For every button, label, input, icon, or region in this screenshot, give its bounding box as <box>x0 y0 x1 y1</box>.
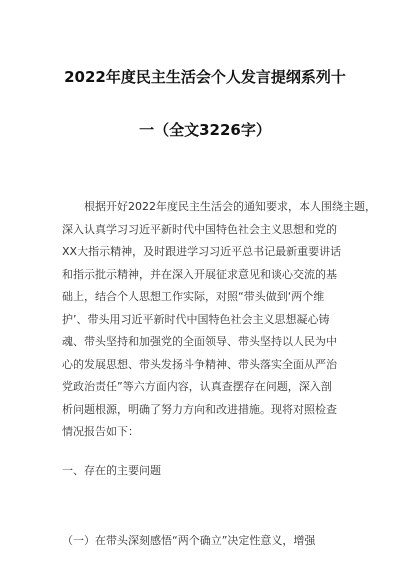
section-heading: 一、存在的主要问题 <box>62 464 161 477</box>
intro-line: 魂、带头坚持和加强党的全面领导、带头坚持以人民为中 <box>62 335 337 348</box>
intro-line: 析问题根源，明确了努力方向和改进措施。现将对照检查 <box>62 402 337 416</box>
intro-line: 深入认真学习习近平新时代中国特色社会主义思想和党的 <box>62 222 337 236</box>
intro-line: 和指示批示精神，并在深入开展征求意见和谈心交流的基 <box>62 267 337 281</box>
intro-line: 础上，结合个人思想工作实际，对照“带头做到‘两个维 <box>62 290 325 303</box>
subsection-heading: （一）在带头深刻感悟“两个确立”决定性意义，增强 <box>62 534 316 547</box>
intro-line: 心的发展思想、带头发扬斗争精神、带头落实全面从严治 <box>62 357 337 371</box>
intro-paragraph <box>62 196 376 444</box>
intro-line: 党政治责任”等六方面内容，认真查摆存在问题，深入剖 <box>62 380 332 393</box>
intro-line: 情况报告如下： <box>62 425 139 438</box>
document-title-line-2: 一（全文3226字） <box>139 121 271 139</box>
intro-line: 根据开好2022年度民主生活会的通知要求，本人围绕主题， <box>84 200 376 213</box>
intro-line: 护’、带头用习近平新时代中国特色社会主义思想凝心铸 <box>62 312 330 326</box>
document-title-line-1: 2022年度民主生活会个人发言提纲系列十 <box>64 68 346 86</box>
intro-line: XX大指示精神，及时跟进学习习近平总书记最新重要讲话 <box>62 245 342 258</box>
